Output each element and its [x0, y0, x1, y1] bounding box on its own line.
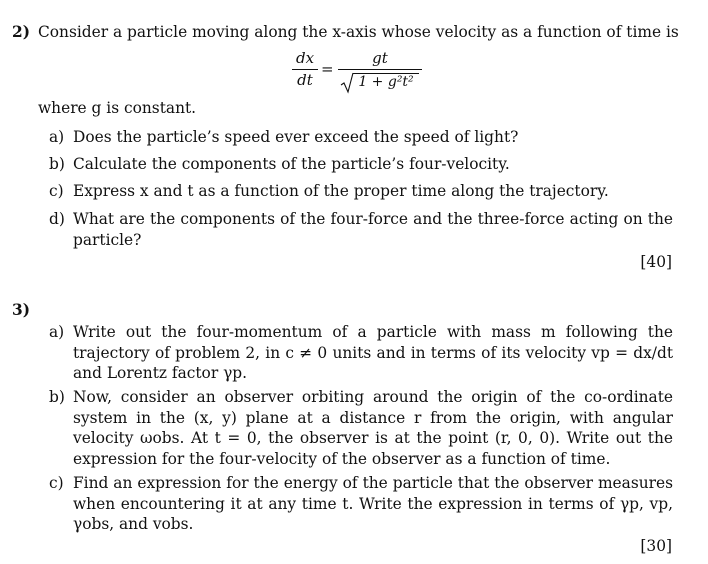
question-3b-label: b): [49, 388, 65, 406]
lhs-fraction: [290, 49, 320, 89]
question-2b-text: Calculate the components of the particle’s four-velocity.: [73, 155, 510, 173]
question-2-number: 2): [12, 23, 30, 41]
lhs-fraction-bar: [292, 69, 318, 70]
rhs-fraction-bar: [338, 69, 422, 70]
rhs-numerator: gt: [372, 49, 388, 67]
question-3a-label: a): [49, 323, 65, 341]
question-2a-text: Does the particle’s speed ever exceed the speed of light?: [73, 128, 519, 146]
question-3a-text: Write out the four-momentum of a particle with mass m following the trajectory of problem 2, in c ≠ 0 units and in terms of its velocity vp = dx/dt and Lorentz factor γp.: [73, 323, 673, 382]
lhs-numerator: dx: [295, 49, 315, 67]
question-2-intro: Consider a particle moving along the x-axis whose velocity as a function of time is: [38, 23, 679, 41]
square-root-sign: [340, 72, 354, 94]
question-3c: [49, 473, 674, 535]
question-2a: [49, 127, 674, 148]
question-3c-text: Find an expression for the energy of the particle that the observer measures when encountering it at any time t. Write the expression in terms of γp, vp, γobs, and vobs.: [73, 474, 673, 533]
question-3c-label: c): [49, 474, 64, 492]
question-3b: [49, 387, 674, 471]
question-2c-text: Express x and t as a function of the proper time along the trajectory.: [73, 182, 609, 200]
constant-note: where g is constant.: [38, 99, 197, 117]
question-2c: [49, 181, 674, 202]
equals-sign: =: [321, 60, 334, 78]
question-2b: [49, 154, 674, 175]
rhs-fraction: [338, 49, 422, 95]
lhs-denominator: dt: [297, 71, 313, 89]
question-3-marks: [30]: [640, 537, 672, 555]
question-2a-label: a): [49, 128, 65, 146]
question-2-marks: [40]: [640, 253, 672, 271]
rhs-denominator: 1 + g²t²: [358, 74, 414, 90]
question-3a: [49, 322, 674, 384]
question-3-number: 3): [12, 301, 30, 319]
question-3b-text: Now, consider an observer orbiting around the origin of the co-ordinate system in the (x, y) plane at a distance r from the origin, with angular velocity ωobs. At t = 0, the observer is at the point (r, 0, 0). Write out the expression for the four-velocity of the observer as a function of time.: [73, 388, 673, 468]
question-2c-label: c): [49, 182, 64, 200]
question-2d: [49, 209, 674, 251]
question-2d-label: d): [49, 210, 65, 228]
question-2b-label: b): [49, 155, 65, 173]
question-2d-text: What are the components of the four-force and the three-force acting on the particle?: [73, 210, 673, 249]
